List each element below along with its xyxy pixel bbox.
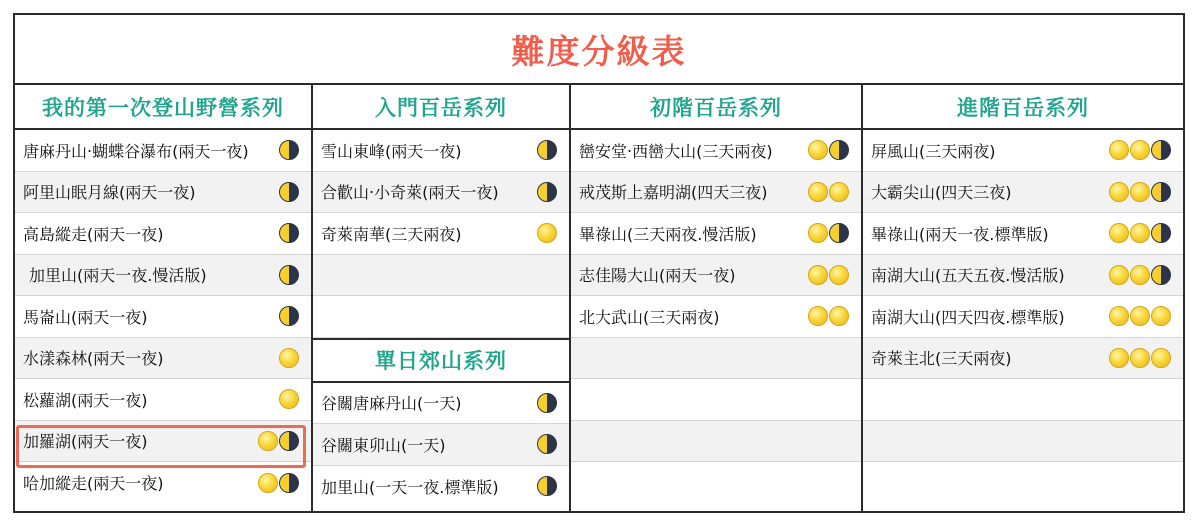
half-moon-icon	[829, 223, 849, 243]
trip-label: 谷關唐麻丹山(一天)	[321, 394, 462, 414]
full-moon-icon	[1109, 140, 1129, 160]
trip-label: 阿里山眠月線(兩天一夜)	[23, 183, 196, 203]
trip-label: 唐麻丹山‧蝴蝶谷瀑布(兩天一夜)	[23, 141, 249, 161]
table-row	[863, 130, 1183, 172]
full-moon-icon	[1130, 182, 1150, 202]
table-row	[863, 379, 1183, 421]
difficulty-rating	[1109, 306, 1171, 326]
difficulty-rating	[279, 306, 299, 326]
half-moon-icon	[279, 223, 299, 243]
table-row	[15, 172, 311, 214]
trip-label: 南湖大山(四天四夜.標準版)	[871, 307, 1065, 327]
trip-label: 加里山(兩天一夜.慢活版)	[29, 266, 207, 286]
half-moon-icon	[279, 306, 299, 326]
trip-label: 大霸尖山(四天三夜)	[871, 183, 1012, 203]
table-row	[863, 255, 1183, 297]
difficulty-rating	[537, 182, 557, 202]
difficulty-rating	[537, 393, 557, 413]
table-row	[15, 462, 311, 504]
full-moon-icon	[808, 182, 828, 202]
half-moon-icon	[279, 473, 299, 493]
trip-label: 加羅湖(兩天一夜)	[23, 432, 148, 452]
full-moon-icon	[279, 348, 299, 368]
trip-label: 松蘿湖(兩天一夜)	[23, 390, 148, 410]
column-header: 初階百岳系列	[571, 85, 861, 130]
table-row	[571, 338, 861, 380]
full-moon-icon	[1130, 265, 1150, 285]
difficulty-rating	[1109, 265, 1171, 285]
table-row	[863, 172, 1183, 214]
half-moon-icon	[279, 140, 299, 160]
trip-label: 高島縱走(兩天一夜)	[23, 224, 164, 244]
table-row	[863, 296, 1183, 338]
trip-label: 畢祿山(兩天一夜.標準版)	[871, 224, 1049, 244]
difficulty-rating	[1109, 223, 1171, 243]
full-moon-icon	[1109, 223, 1129, 243]
difficulty-rating	[808, 182, 849, 202]
full-moon-icon	[808, 265, 828, 285]
full-moon-icon	[1130, 306, 1150, 326]
trip-label: 奇萊主北(三天兩夜)	[871, 349, 1012, 369]
column-header: 進階百岳系列	[863, 85, 1183, 130]
half-moon-icon	[1151, 223, 1171, 243]
full-moon-icon	[1130, 348, 1150, 368]
difficulty-rating	[279, 265, 299, 285]
full-moon-icon	[1109, 265, 1129, 285]
trip-label: 北大武山(三天兩夜)	[579, 307, 720, 327]
half-moon-icon	[537, 393, 557, 413]
full-moon-icon	[1109, 348, 1129, 368]
difficulty-rating	[808, 265, 849, 285]
table-row	[863, 338, 1183, 380]
table-row	[313, 213, 569, 255]
table-row	[863, 421, 1183, 463]
full-moon-icon	[1109, 306, 1129, 326]
half-moon-icon	[279, 431, 299, 451]
table-row	[571, 462, 861, 504]
trip-label: 南湖大山(五天五夜.慢活版)	[871, 266, 1065, 286]
table-row	[313, 130, 569, 172]
table-row	[313, 383, 569, 425]
table-row	[15, 213, 311, 255]
difficulty-rating	[258, 431, 299, 451]
difficulty-rating	[279, 182, 299, 202]
column-intro-baiyue	[313, 85, 569, 513]
table-row	[571, 296, 861, 338]
table-row	[313, 424, 569, 466]
full-moon-icon	[808, 140, 828, 160]
difficulty-table	[13, 13, 1185, 513]
half-moon-icon	[1151, 182, 1171, 202]
column-header: 單日郊山系列	[313, 338, 569, 383]
half-moon-icon	[279, 265, 299, 285]
full-moon-icon	[1130, 140, 1150, 160]
difficulty-rating	[279, 348, 299, 368]
table-row	[313, 466, 569, 508]
column-advanced-baiyue	[863, 85, 1183, 513]
column-first-camping	[15, 85, 311, 513]
trip-label: 巒安堂‧西巒大山(三天兩夜)	[579, 141, 773, 161]
table-row	[15, 296, 311, 338]
difficulty-rating	[537, 223, 557, 243]
full-moon-icon	[1130, 223, 1150, 243]
trip-label: 合歡山‧小奇萊(兩天一夜)	[321, 183, 499, 203]
table-row	[15, 338, 311, 380]
full-moon-icon	[829, 182, 849, 202]
full-moon-icon	[829, 265, 849, 285]
trip-label: 馬崙山(兩天一夜)	[23, 307, 148, 327]
difficulty-rating	[808, 223, 849, 243]
trip-label: 戒茂斯上嘉明湖(四天三夜)	[579, 183, 768, 203]
half-moon-icon	[1151, 140, 1171, 160]
trip-label: 加里山(一天一夜.標準版)	[321, 477, 499, 497]
difficulty-rating	[537, 476, 557, 496]
trip-label: 奇萊南華(三天兩夜)	[321, 224, 462, 244]
column-header: 入門百岳系列	[313, 85, 569, 130]
difficulty-rating	[1109, 348, 1171, 368]
table-row	[15, 130, 311, 172]
difficulty-rating	[808, 306, 849, 326]
table-row	[571, 255, 861, 297]
difficulty-rating	[1109, 182, 1171, 202]
table-row	[313, 172, 569, 214]
full-moon-icon	[1109, 182, 1129, 202]
column-beginner-baiyue	[571, 85, 861, 513]
page-title: 難度分級表	[15, 15, 1183, 85]
trip-label: 雪山東峰(兩天一夜)	[321, 141, 462, 161]
difficulty-rating	[279, 389, 299, 409]
difficulty-rating	[1109, 140, 1171, 160]
table-row	[15, 379, 311, 421]
trip-label: 畢祿山(三天兩夜.慢活版)	[579, 224, 757, 244]
column-header: 我的第一次登山野營系列	[15, 85, 311, 130]
difficulty-rating	[808, 140, 849, 160]
half-moon-icon	[537, 182, 557, 202]
difficulty-rating	[537, 434, 557, 454]
half-moon-icon	[1151, 265, 1171, 285]
full-moon-icon	[258, 473, 278, 493]
table-row	[313, 255, 569, 297]
difficulty-rating	[279, 140, 299, 160]
table-row	[571, 172, 861, 214]
table-row	[863, 462, 1183, 504]
full-moon-icon	[808, 223, 828, 243]
table-row	[571, 130, 861, 172]
half-moon-icon	[537, 434, 557, 454]
difficulty-rating	[258, 473, 299, 493]
half-moon-icon	[537, 140, 557, 160]
difficulty-rating	[537, 140, 557, 160]
full-moon-icon	[1151, 306, 1171, 326]
half-moon-icon	[279, 182, 299, 202]
half-moon-icon	[829, 140, 849, 160]
table-row	[15, 421, 311, 463]
table-row	[15, 255, 311, 297]
trip-label: 哈加縱走(兩天一夜)	[23, 474, 164, 494]
trip-label: 谷關東卯山(一天)	[321, 435, 446, 455]
trip-label: 志佳陽大山(兩天一夜)	[579, 266, 736, 286]
table-row	[571, 213, 861, 255]
trip-label: 屏風山(三天兩夜)	[871, 141, 996, 161]
full-moon-icon	[808, 306, 828, 326]
table-row	[863, 213, 1183, 255]
full-moon-icon	[537, 223, 557, 243]
full-moon-icon	[279, 389, 299, 409]
table-row	[313, 296, 569, 338]
full-moon-icon	[1151, 348, 1171, 368]
table-row	[571, 421, 861, 463]
trip-label: 水漾森林(兩天一夜)	[23, 349, 164, 369]
full-moon-icon	[258, 431, 278, 451]
difficulty-rating	[279, 223, 299, 243]
full-moon-icon	[829, 306, 849, 326]
half-moon-icon	[537, 476, 557, 496]
table-row	[571, 379, 861, 421]
